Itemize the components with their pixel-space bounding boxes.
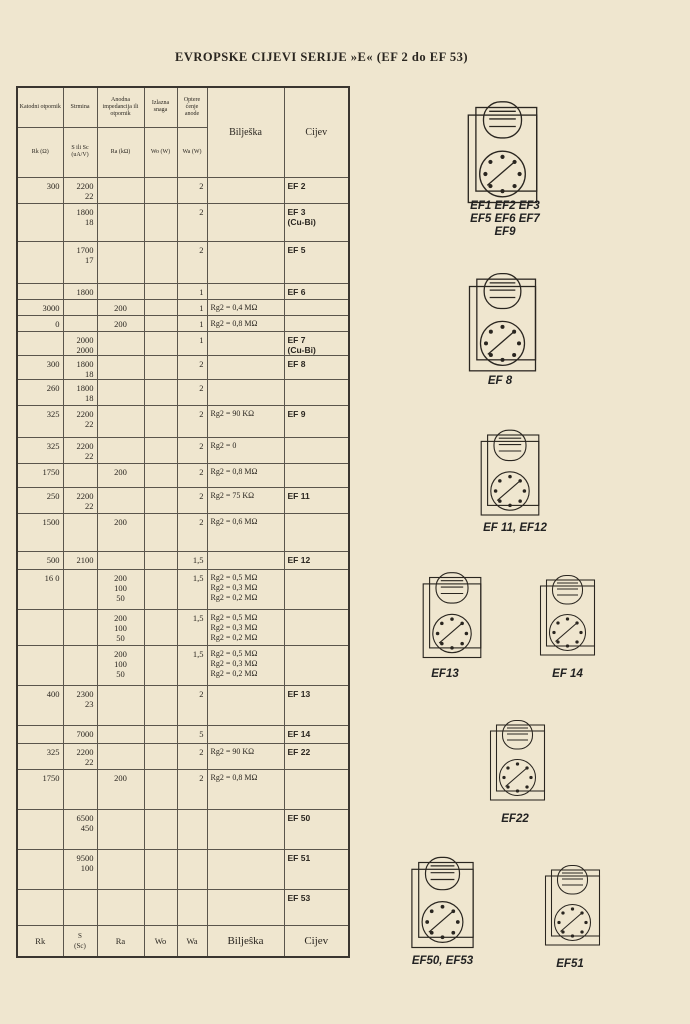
cell-rk: 400 (17, 685, 63, 725)
cell-note: Rg2 = 0,5 MΩ Rg2 = 0,3 MΩ Rg2 = 0,2 MΩ (207, 609, 284, 645)
table-row (17, 725, 349, 743)
table-row (17, 849, 349, 889)
cell-s: 1800 18 (63, 355, 97, 379)
cell-note: Rg2 = 0,8 MΩ (207, 463, 284, 487)
cell-ra (97, 809, 144, 849)
table-row (17, 405, 349, 437)
cell-rk: 500 (17, 551, 63, 569)
cell-wa: 2 (177, 379, 207, 405)
cell-wo (144, 203, 177, 241)
cell-wo (144, 463, 177, 487)
cell-tube: EF 12 (284, 551, 349, 569)
cell-rk: 3000 (17, 299, 63, 315)
table-row (17, 315, 349, 331)
cell-wa: 1,5 (177, 645, 207, 685)
table-row (17, 283, 349, 299)
cell-tube: EF 9 (284, 405, 349, 437)
cell-rk (17, 889, 63, 925)
table-row (17, 299, 349, 315)
cell-note: Rg2 = 90 KΩ (207, 743, 284, 769)
tube-diagram-label: EF50, EF53 (411, 955, 474, 967)
cell-ra (97, 551, 144, 569)
cell-note (207, 551, 284, 569)
cell-wa: 2 (177, 685, 207, 725)
cell-ra (97, 889, 144, 925)
cell-s: 2000 2000 (63, 331, 97, 355)
cell-wo (144, 405, 177, 437)
tube-diagram-label: EF51 (556, 958, 584, 970)
cell-rk (17, 725, 63, 743)
cell-s: 2200 22 (63, 487, 97, 513)
cell-wa: 5 (177, 725, 207, 743)
cell-s: 7000 (63, 725, 97, 743)
table-row (17, 569, 349, 609)
cell-rk: 16 0 (17, 569, 63, 609)
cell-wa: 2 (177, 743, 207, 769)
cell-s: 1800 18 (63, 203, 97, 241)
tube-data-table (16, 86, 350, 958)
cell-wa: 2 (177, 437, 207, 463)
cell-rk (17, 331, 63, 355)
cell-s: 6500 450 (63, 809, 97, 849)
cell-wa: 1,5 (177, 551, 207, 569)
table-row (17, 889, 349, 925)
cell-wa: 2 (177, 241, 207, 283)
header-s: Strmina (63, 87, 97, 127)
cell-wo (144, 551, 177, 569)
table-row (17, 513, 349, 551)
cell-rk (17, 283, 63, 299)
cell-note: Rg2 = 0,5 MΩ Rg2 = 0,3 MΩ Rg2 = 0,2 MΩ (207, 569, 284, 609)
cell-tube: EF 50 (284, 809, 349, 849)
header-rk: Katodni otpornik (17, 87, 63, 127)
cell-ra: 200 (97, 513, 144, 551)
footer-tube: Cijev (284, 925, 349, 957)
tube-diagram (400, 850, 485, 960)
cell-s: 1700 17 (63, 241, 97, 283)
cell-wa: 1 (177, 283, 207, 299)
header-ra: Anodna impedancija ili otpornik (97, 87, 144, 127)
cell-rk: 1750 (17, 769, 63, 809)
cell-wo (144, 283, 177, 299)
cell-ra: 200 (97, 463, 144, 487)
cell-wo (144, 609, 177, 645)
header-s-symbol: S ili Sc (uA/V) (63, 127, 97, 177)
cell-note (207, 379, 284, 405)
cell-wa: 2 (177, 405, 207, 437)
tube-diagram-label: EF1 EF2 EF3 EF5 EF6 EF7 EF9 (470, 200, 540, 238)
cell-s: 2200 22 (63, 177, 97, 203)
cell-note (207, 177, 284, 203)
cell-wo (144, 331, 177, 355)
cell-ra (97, 331, 144, 355)
cell-tube: EF 7 (Cu-Bi) (284, 331, 349, 355)
tube-diagram (412, 565, 492, 670)
cell-s (63, 315, 97, 331)
table-row (17, 437, 349, 463)
cell-note: Rg2 = 0,8 MΩ (207, 315, 284, 331)
cell-ra (97, 685, 144, 725)
table-row (17, 331, 349, 355)
cell-wo (144, 569, 177, 609)
cell-note (207, 355, 284, 379)
tube-diagram-label: EF 14 (552, 668, 583, 680)
cell-rk: 325 (17, 405, 63, 437)
cell-rk: 250 (17, 487, 63, 513)
cell-s: 2200 22 (63, 437, 97, 463)
cell-rk: 0 (17, 315, 63, 331)
cell-wa: 2 (177, 463, 207, 487)
cell-wo (144, 645, 177, 685)
header-rk-symbol: Rk (Ω) (17, 127, 63, 177)
footer-note: Biljeŝka (207, 925, 284, 957)
cell-tube (284, 769, 349, 809)
cell-wa: 2 (177, 513, 207, 551)
cell-s (63, 463, 97, 487)
cell-s: 1800 (63, 283, 97, 299)
cell-ra (97, 203, 144, 241)
cell-tube: EF 11 (284, 487, 349, 513)
cell-ra (97, 405, 144, 437)
tube-diagram (480, 710, 555, 815)
cell-note: Rg2 = 75 KΩ (207, 487, 284, 513)
cell-note (207, 849, 284, 889)
table-row (17, 685, 349, 725)
tube-diagram-label: EF 11, EF12 (483, 522, 547, 534)
cell-tube (284, 609, 349, 645)
cell-s: 2200 22 (63, 743, 97, 769)
cell-tube: EF 51 (284, 849, 349, 889)
page-title: EVROPSKE CIJEVI SERIJE »E« (EF 2 do EF 53) (175, 50, 469, 64)
cell-tube: EF 13 (284, 685, 349, 725)
cell-rk (17, 849, 63, 889)
table-row (17, 177, 349, 203)
cell-ra (97, 437, 144, 463)
cell-tube: EF 53 (284, 889, 349, 925)
tube-diagram-label: EF22 (501, 813, 529, 825)
tube-diagram-label: EF 8 (487, 375, 513, 387)
table-row (17, 487, 349, 513)
cell-wo (144, 355, 177, 379)
cell-rk: 260 (17, 379, 63, 405)
cell-wo (144, 315, 177, 331)
cell-rk: 300 (17, 177, 63, 203)
cell-wa (177, 889, 207, 925)
cell-s (63, 769, 97, 809)
table-row (17, 355, 349, 379)
cell-wa: 2 (177, 769, 207, 809)
cell-wo (144, 725, 177, 743)
cell-tube (284, 513, 349, 551)
cell-note: Rg2 = 0,5 MΩ Rg2 = 0,3 MΩ Rg2 = 0,2 MΩ (207, 645, 284, 685)
header-wo-symbol: Wo (W) (144, 127, 177, 177)
cell-wo (144, 743, 177, 769)
cell-tube: EF 6 (284, 283, 349, 299)
cell-ra (97, 379, 144, 405)
cell-note (207, 283, 284, 299)
cell-ra (97, 487, 144, 513)
cell-rk (17, 241, 63, 283)
cell-rk (17, 645, 63, 685)
header-wa: Optere ćenje anode (177, 87, 207, 127)
tube-diagram (455, 270, 550, 380)
cell-note: Rg2 = 0 (207, 437, 284, 463)
cell-tube: EF 2 (284, 177, 349, 203)
cell-rk: 325 (17, 743, 63, 769)
cell-wo (144, 513, 177, 551)
cell-note: Rg2 = 0,4 MΩ (207, 299, 284, 315)
cell-ra: 200 100 50 (97, 569, 144, 609)
cell-wa: 1,5 (177, 609, 207, 645)
cell-note (207, 725, 284, 743)
cell-ra: 200 (97, 299, 144, 315)
cell-rk (17, 203, 63, 241)
cell-tube (284, 437, 349, 463)
cell-s: 2300 23 (63, 685, 97, 725)
cell-note: Rg2 = 0,8 MΩ (207, 769, 284, 809)
cell-wa: 1 (177, 299, 207, 315)
cell-tube (284, 299, 349, 315)
cell-s (63, 569, 97, 609)
tube-diagram-label: EF13 (431, 668, 459, 680)
cell-ra (97, 177, 144, 203)
cell-wo (144, 849, 177, 889)
cell-note: Rg2 = 90 KΩ (207, 405, 284, 437)
cell-ra: 200 100 50 (97, 609, 144, 645)
cell-tube: EF 8 (284, 355, 349, 379)
cell-s (63, 299, 97, 315)
cell-ra: 200 (97, 315, 144, 331)
cell-note (207, 685, 284, 725)
table-row (17, 203, 349, 241)
cell-wo (144, 241, 177, 283)
cell-ra (97, 725, 144, 743)
cell-rk: 300 (17, 355, 63, 379)
cell-tube (284, 569, 349, 609)
header-wa-symbol: Wa (W) (177, 127, 207, 177)
cell-ra: 200 100 50 (97, 645, 144, 685)
cell-s (63, 513, 97, 551)
cell-ra (97, 849, 144, 889)
cell-wo (144, 769, 177, 809)
cell-tube (284, 463, 349, 487)
header-wo: Izlazna snaga (144, 87, 177, 127)
cell-note (207, 809, 284, 849)
cell-tube: EF 3 (Cu-Bi) (284, 203, 349, 241)
cell-wo (144, 177, 177, 203)
header-note: Bilješka (207, 87, 284, 177)
cell-rk: 1750 (17, 463, 63, 487)
table-row (17, 551, 349, 569)
cell-s: 1800 18 (63, 379, 97, 405)
cell-wo (144, 685, 177, 725)
cell-s (63, 645, 97, 685)
cell-wo (144, 437, 177, 463)
cell-tube: EF 22 (284, 743, 349, 769)
cell-note (207, 889, 284, 925)
cell-wa (177, 849, 207, 889)
table-row (17, 463, 349, 487)
cell-wo (144, 379, 177, 405)
tube-diagram (535, 855, 610, 960)
cell-s (63, 889, 97, 925)
table-row (17, 809, 349, 849)
cell-ra (97, 241, 144, 283)
footer-ra: Ra (97, 925, 144, 957)
cell-ra (97, 355, 144, 379)
cell-tube: EF 14 (284, 725, 349, 743)
cell-wo (144, 809, 177, 849)
cell-wa: 2 (177, 177, 207, 203)
cell-tube: EF 5 (284, 241, 349, 283)
cell-rk: 325 (17, 437, 63, 463)
cell-wo (144, 487, 177, 513)
cell-rk (17, 809, 63, 849)
table-row (17, 645, 349, 685)
cell-s (63, 609, 97, 645)
tube-diagram (530, 565, 605, 670)
cell-wa: 2 (177, 487, 207, 513)
footer-rk: Rk (17, 925, 63, 957)
cell-wa: 2 (177, 355, 207, 379)
cell-tube (284, 379, 349, 405)
cell-ra (97, 743, 144, 769)
tube-diagram (470, 415, 550, 535)
header-tube: Cijev (284, 87, 349, 177)
cell-wa: 2 (177, 203, 207, 241)
table-row (17, 241, 349, 283)
cell-tube (284, 315, 349, 331)
cell-wo (144, 299, 177, 315)
cell-tube (284, 645, 349, 685)
footer-wa: Wa (177, 925, 207, 957)
cell-rk: 1500 (17, 513, 63, 551)
footer-s: S (Sc) (63, 925, 97, 957)
cell-s: 2100 (63, 551, 97, 569)
cell-wa (177, 809, 207, 849)
tube-diagram (455, 95, 550, 215)
cell-wo (144, 889, 177, 925)
cell-ra (97, 283, 144, 299)
table-row (17, 769, 349, 809)
table-row (17, 743, 349, 769)
cell-note: Rg2 = 0,6 MΩ (207, 513, 284, 551)
cell-note (207, 203, 284, 241)
table-row (17, 379, 349, 405)
cell-note (207, 241, 284, 283)
header-ra-symbol: Ra (kΩ) (97, 127, 144, 177)
cell-wa: 1,5 (177, 569, 207, 609)
cell-wa: 1 (177, 331, 207, 355)
cell-wa: 1 (177, 315, 207, 331)
cell-ra: 200 (97, 769, 144, 809)
table-row (17, 609, 349, 645)
footer-wo: Wo (144, 925, 177, 957)
cell-s: 2200 22 (63, 405, 97, 437)
cell-s: 9500 100 (63, 849, 97, 889)
cell-rk (17, 609, 63, 645)
cell-note (207, 331, 284, 355)
